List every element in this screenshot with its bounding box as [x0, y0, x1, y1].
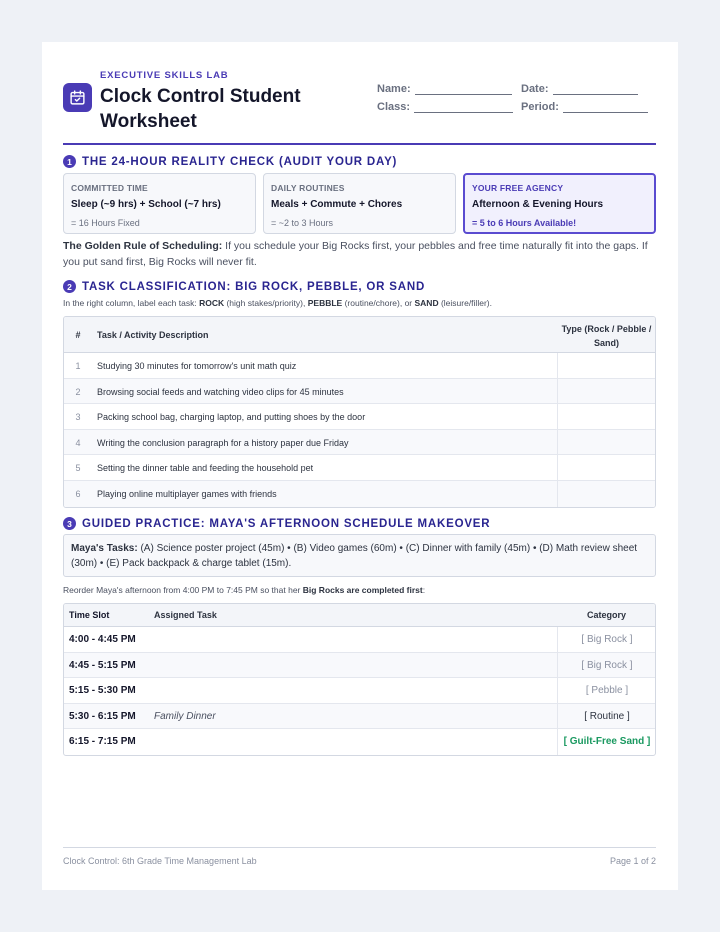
instr-pebble: PEBBLE [307, 298, 343, 308]
row-number: 5 [75, 463, 81, 474]
time-slot: 5:15 - 5:30 PM [69, 685, 136, 697]
header-divider [63, 143, 656, 145]
type-answer-cell[interactable] [557, 455, 656, 480]
time-slot: 6:15 - 7:15 PM [69, 736, 136, 748]
page-header [63, 70, 656, 144]
instr-part: (high stakes/priority), [224, 298, 308, 308]
instr-part: In the right column, label each task: [63, 298, 200, 308]
instr-emphasis: Big Rocks are completed first [302, 585, 423, 595]
page-title: Clock Control Student Worksheet [100, 86, 301, 132]
section-3-heading [63, 517, 490, 530]
name-blank[interactable] [415, 83, 512, 95]
assigned-task-cell[interactable]: Family Dinner [154, 710, 216, 722]
period-blank[interactable] [563, 101, 648, 113]
card-main: Sleep (~9 hrs) + School (~7 hrs) [71, 199, 221, 210]
task-classification-table [63, 316, 656, 508]
instr-rock: ROCK [199, 298, 225, 308]
section-1-number: 1 [63, 155, 76, 168]
type-answer-cell[interactable] [557, 353, 656, 378]
section-3-number: 3 [63, 517, 76, 530]
calendar-icon [63, 83, 92, 112]
section-1-heading [63, 155, 397, 168]
reorder-instructions [63, 585, 425, 595]
col-header-task: Assigned Task [154, 610, 217, 620]
section-2-number: 2 [63, 280, 76, 293]
time-slot: 5:30 - 6:15 PM [69, 710, 136, 722]
schedule-row [64, 627, 655, 653]
instr-part: Reorder Maya's afternoon from 4:00 PM to 7:45 PM so that her [63, 585, 303, 595]
section-2-title: TASK CLASSIFICATION: BIG ROCK, PEBBLE, OR SAND [82, 280, 426, 293]
row-description: Browsing social feeds and watching video clips for 45 minutes [97, 386, 344, 397]
table-row [64, 430, 655, 456]
class-label: Class: [377, 101, 411, 113]
row-number: 3 [75, 412, 81, 423]
maya-tasks-label: Maya's Tasks: [71, 543, 138, 554]
time-slot: 4:45 - 5:15 PM [69, 659, 136, 671]
name-field[interactable] [377, 83, 512, 95]
category-cell: [ Routine ] [557, 704, 656, 729]
maya-tasks-text: (A) Science poster project (45m) • (B) Video games (60m) • (C) Dinner with family (45m) • (D) Math review sheet (30m) • (E) Pack backpack & charge tablet (15m). [71, 543, 638, 569]
category-cell: [ Pebble ] [557, 678, 656, 703]
period-field[interactable] [521, 101, 648, 113]
row-description: Packing school bag, charging laptop, and putting shoes by the door [97, 412, 366, 423]
footer-title: Clock Control: 6th Grade Time Management Lab [63, 856, 257, 866]
col-header-num: # [75, 330, 81, 340]
maya-tasks-box [63, 534, 656, 577]
table-row [64, 353, 655, 379]
instr-sand: SAND [414, 298, 439, 308]
table-row [64, 404, 655, 430]
row-description: Studying 30 minutes for tomorrow's unit math quiz [97, 361, 297, 371]
name-label: Name: [377, 83, 411, 95]
col-header-category: Category [586, 610, 626, 620]
table-row [64, 455, 655, 481]
date-field[interactable] [521, 83, 638, 95]
type-answer-cell[interactable] [557, 481, 656, 507]
table-header-row [64, 317, 655, 353]
time-slot: 4:00 - 4:45 PM [69, 634, 136, 645]
time-audit-cards [63, 173, 656, 234]
table-row [64, 379, 655, 405]
classification-instructions [63, 298, 492, 308]
row-number: 4 [75, 437, 81, 448]
row-description: Writing the conclusion paragraph for a history paper due Friday [97, 437, 349, 448]
category-cell: [ Big Rock ] [557, 653, 656, 678]
card-label: YOUR FREE AGENCY [472, 183, 564, 193]
footer-divider [63, 847, 656, 848]
row-number: 1 [75, 361, 81, 371]
col-header-type: Type (Rock / Pebble / Sand) [561, 324, 652, 348]
type-answer-cell[interactable] [557, 404, 656, 429]
card-main: Meals + Commute + Chores [271, 199, 403, 210]
schedule-header-row [64, 604, 655, 627]
date-blank[interactable] [553, 83, 638, 95]
section-2-heading [63, 280, 425, 293]
instr-part: (leisure/filler). [438, 298, 492, 308]
type-answer-cell[interactable] [557, 430, 656, 455]
date-label: Date: [521, 83, 549, 95]
row-number: 2 [75, 386, 81, 397]
card-main: Afternoon & Evening Hours [472, 199, 604, 210]
class-blank[interactable] [414, 101, 513, 113]
col-header-desc: Task / Activity Description [97, 330, 209, 340]
schedule-table [63, 603, 656, 756]
committed-time-card [63, 173, 256, 234]
section-1-title: THE 24-HOUR REALITY CHECK (AUDIT YOUR DAY) [82, 155, 398, 168]
category-cell: [ Big Rock ] [557, 627, 656, 652]
free-agency-card [463, 173, 656, 234]
period-label: Period: [521, 101, 559, 113]
row-description: Playing online multiplayer games with friends [97, 488, 277, 499]
card-sub: = 5 to 6 Hours Available! [472, 218, 577, 228]
instr-part: : [422, 585, 426, 595]
category-cell: [ Guilt-Free Sand ] [557, 729, 656, 755]
daily-routines-card [263, 173, 456, 234]
row-description: Setting the dinner table and feeding the household pet [97, 463, 314, 474]
instr-part: (routine/chore), or [342, 298, 415, 308]
schedule-row [64, 653, 655, 679]
page-number: Page 1 of 2 [609, 856, 656, 866]
card-label: DAILY ROUTINES [271, 183, 345, 193]
schedule-row [64, 704, 655, 730]
section-3-title: GUIDED PRACTICE: MAYA'S AFTERNOON SCHEDULE MAKEOVER [82, 517, 491, 530]
golden-rule-text [63, 239, 656, 270]
card-sub: = ~2 to 3 Hours [271, 218, 334, 228]
type-answer-cell[interactable] [557, 379, 656, 404]
row-number: 6 [75, 488, 81, 499]
worksheet-page [42, 42, 678, 890]
header-kicker: EXECUTIVE SKILLS LAB [100, 70, 229, 81]
card-sub: = 16 Hours Fixed [71, 218, 140, 228]
class-field[interactable] [377, 101, 513, 113]
col-header-time: Time Slot [69, 610, 110, 620]
card-label: COMMITTED TIME [71, 183, 148, 193]
schedule-row [64, 678, 655, 704]
golden-rule-body: If you schedule your Big Rocks first, your pebbles and free time naturally fit into the gaps. If you put sand first, Big Rocks will never fit. [63, 240, 648, 268]
schedule-row [64, 729, 655, 755]
golden-rule-label: The Golden Rule of Scheduling: [63, 240, 223, 252]
table-row [64, 481, 655, 507]
